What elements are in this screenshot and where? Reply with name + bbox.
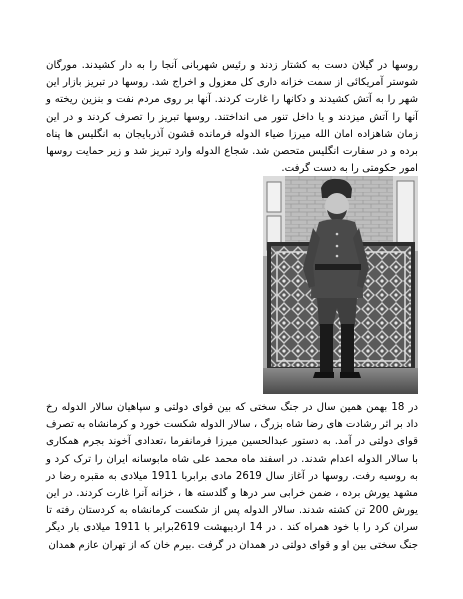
historical-photo [263, 176, 418, 394]
paragraph-1: روسها در گیلان دست به کشتار زدند و رئیس شهربانی آنجا را به دار کشیدند. مورگان شوستر آمریکائی از سمت خزانه داری کل معزول و اخراج شد. روسها در تبریز بازار این شهر را به آتش کشیدند و دکانها را غارت کردند. آنها بر روی مردم نفت و بنزین ریخته و آنها را آتش میزدند و یا داخل تنور می انداختند. روسها تبریز را تصرف کردند و در این زمان شاهزاده امان الله میرزا ضیاء الدوله فرمانده قشون آذربایجان به انگلیس ها پناه برده و در سفارت انگلیس متحصن شد. شجاع الدوله وارد تبریز شد و زیر حمایت روسها امور حکومتی را به دست گرفت. [46, 60, 418, 175]
soldier-portrait-image [263, 176, 418, 394]
paragraph-2: در 18 بهمن همین سال در جنگ سختی که بین قوای دولتی و سپاهیان سالار الدوله رخ داد بر اثر رشادت های رضا شاه بزرگ ، سالار الدوله شکست خورد و کرمانشاه به تصرف قوای دولتی در آمد. به دستور عبدالحسین میرزا فرمانفرما ،تعدادی آخوند بجرم همکاری با سالار الدوله اعدام شدند. در اسفند ماه محمد علی شاه مابوسانه ایران را ترک کرد و به روسیه رفت. روسها در آغاز سال 2619 مادی برابربا 1911 میلادی به مقبره رضا در مشهد یورش برده ، ضمن خرابی سر درها و گلدسته ها ، خزانه آنرا غارت کردند. در این یورش 200 تن کشته شدند. سالار الدوله پس از شکست کرمانشاه به کردستان رفته تا سران کرد را با خود همراه کند . در 14 اردیبهشت 2619برابر با 1911 میلادی بار دیگر جنگ سختی بین او و قوای دولتی در همدان در گرفت .بیرم خان که از تهران عازم همدان [46, 402, 418, 551]
